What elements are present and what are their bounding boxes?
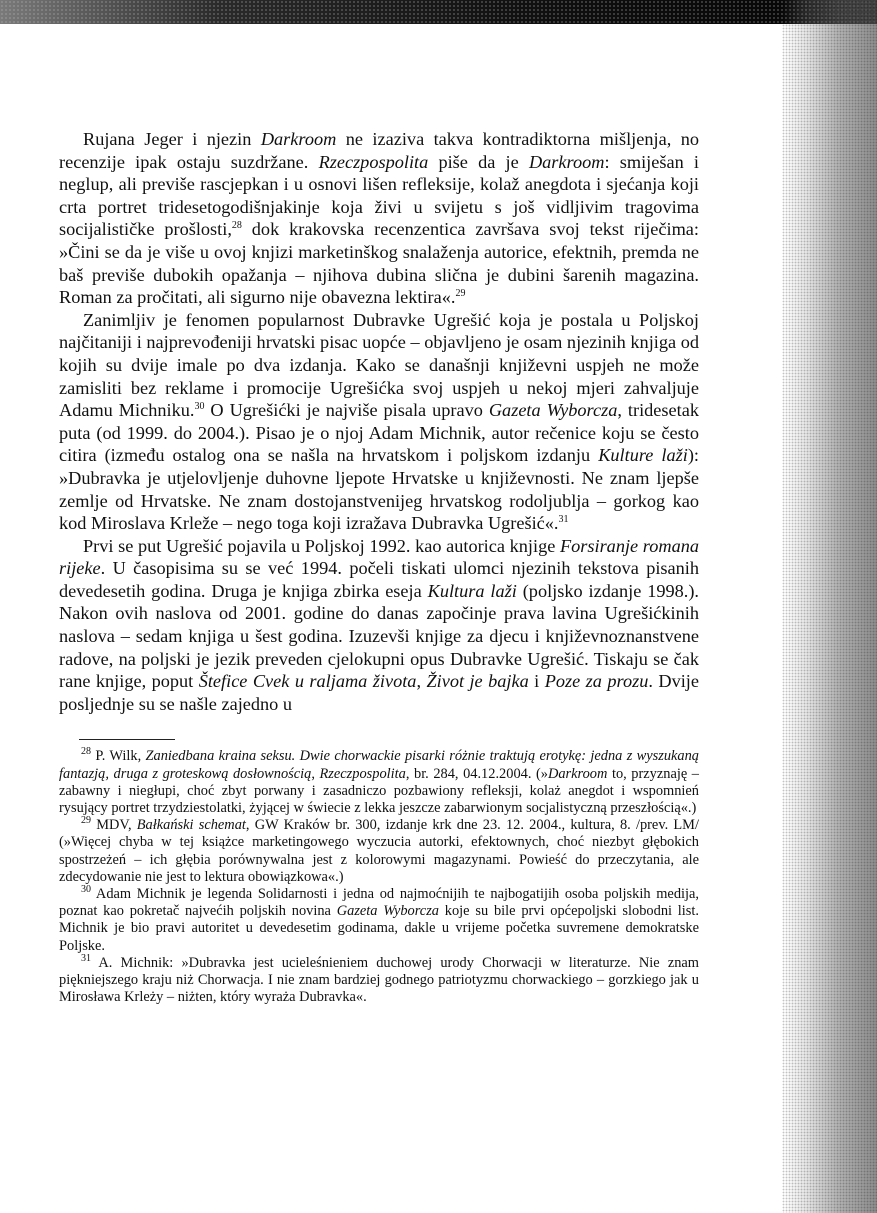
footnote-ref: 31: [81, 953, 91, 965]
footnote-ref: 28: [81, 746, 91, 758]
italic-run: Zaniedbana kraina seksu. Dwie chorwackie pisarki różnie traktują erotykę: jedna z wyszukaną fantazją, druga z groteskową dosłownością: [59, 748, 699, 782]
italic-run: Darkroom: [528, 151, 605, 172]
footnote-31: [59, 955, 699, 1007]
text-run: dok krakovska recenzentica završava svoj tekst riječima: »Čini se da je više u ovoj knjizi marketinškog snalaženja autorice, efektnih, premda ne baš previše dubokih opažanja – njihova dubina slična je dubini šarenih magazina. Roman za pročitati, ali sigurno nije obavezna lektira«.: [59, 219, 699, 308]
italic-run: Darkroom: [260, 129, 337, 149]
paragraph: [59, 128, 699, 309]
text-run: Zanimljiv je fenomen popularnost Dubravke Ugrešić koja je postala u Poljskoj najčitaniji i najprevođeniji hrvatski pisac uopće – objavljeno je osam njezinih knjiga od kojih su dvije imale po dva izdanja. Kako se današnji književni uspjeh ne može zamisliti bez reklame i promocije Ugrešićka svoj uspjeh u nekoj mjeri zahvaljuje Adamu Michniku.: [59, 309, 699, 421]
text-run: piše da je: [428, 151, 529, 172]
italic-run: Rzeczpospolita: [319, 765, 406, 782]
paragraph: [59, 309, 699, 535]
italic-run: Gazeta Wyborcza: [488, 400, 618, 421]
italic-run: Štefice Cvek u raljama života: [198, 671, 417, 692]
text-run: : smiješan i neglup, ali previše rascjepkan i u osnovi lišen refleksije, kolaž anegdota i sjećanja koji crta portret tridesetogodišnjakinje koja živi u svijetu s još vidljivim tragovima socijalističke prošlosti,: [59, 151, 699, 240]
italic-run: Kultura laži: [427, 580, 517, 601]
text-run: , br. 284, 04.12.2004. (»: [405, 765, 548, 782]
italic-run: Gazeta Wyborcza: [336, 903, 439, 920]
italic-run: Rzeczpospolita: [318, 151, 429, 172]
scan-edge-top: [0, 0, 877, 24]
text-run: . Dvije posljednje su se našle zajedno u: [59, 671, 699, 714]
italic-run: Bałkański schemat: [136, 817, 246, 834]
italic-run: Život je bajka: [426, 671, 529, 692]
italic-run: Poze za prozu: [544, 671, 649, 692]
footnote-ref: 31: [558, 514, 569, 525]
footnote-29: [59, 817, 699, 886]
footnote-ref: 29: [455, 288, 466, 300]
italic-run: Darkroom: [547, 765, 608, 782]
italic-run: Forsiranje romana rijeke: [59, 535, 699, 579]
text-run: ): »Dubravka je utjelovljenje duhovne ljepote Hrvatske u književnosti. Ne znam ljepše zemlje od Hrvatske. Ne znam dostojanstvenijeg hrvatskog rodoljublja – gorkog kao kod Miroslava Krleže – nego toga koji izražava Dubravka Ugrešić«.: [59, 445, 700, 534]
scan-edge-right: [782, 0, 877, 1213]
text-run: koje su bile prvi općepoljski slobodni list. Michnik je bio pravi autoritet u devedesetim godinama, dakle u vrijeme početka suvremene demokratske Poljske.: [59, 903, 699, 954]
book-page: [59, 128, 699, 1006]
footnote-30: [59, 886, 699, 955]
italic-run: Kulture laži: [598, 445, 688, 466]
text-run: (poljsko izdanje 1998.). Nakon ovih naslova od 2001. godine do danas započinje prava lavina Ugrešićkinih naslova – sedam knjiga u šest godina. Izuzevši knjige za djecu i književnoznanstvene radove, na poljski je jezik preveden cjelokupni opus Dubravke Ugrešić. Tiskaju se čak rane knjige, poput: [59, 580, 699, 692]
text-run: Rujana Jeger i njezin: [83, 129, 261, 149]
footnotes: [59, 748, 699, 1006]
text-run: P. Wilk,: [91, 748, 146, 765]
text-run: A. Michnik: »Dubravka jest ucieleśnieniem duchowej urody Chorwacji w literaturze. Nie znam piękniejszego kraju niż Chorwacja. I nie znam bardziej godnego patriotyzmu chorwackiego – gorzkiego jak u Mirosława Krleży – niżten, który wyraża Dubravka«.: [59, 954, 699, 1006]
text-run: O Ugrešićki je najviše pisala upravo: [204, 400, 489, 421]
footnote-divider: [79, 739, 175, 740]
text-run: MDV,: [91, 817, 137, 834]
text-run: i: [528, 671, 545, 692]
text-run: to, przyznaję – zabawny i niegłupi, choć zbyt porwany i zasadniczo pozbawiony refleksji, kolaż anegdot i wspomnień rysujący portret trzydziestolatki, żyjącej w świecie z lekka jeszcze zabarwionym socjalistyczną przeszłością«.): [59, 765, 699, 817]
footnote-ref: 28: [231, 220, 242, 232]
footnote-ref: 30: [194, 401, 205, 413]
text-run: , tridesetak puta (od 1999. do 2004.). Pisao je o njoj Adam Michnik, autor rečenice koju se često citira (između ostalog ona se našla na hrvatskom i poljskom izdanju: [59, 400, 699, 466]
text-run: ,: [311, 765, 320, 782]
text-run: Adam Michnik je legenda Solidarnosti i jedna od najmoćnijih te najbogatijih osoba poljskih medija, poznat kao pokretač najvećih poljskih novina: [59, 886, 699, 920]
footnote-ref: 30: [81, 884, 91, 896]
text-run: ,: [416, 671, 427, 692]
body-text: [59, 128, 699, 715]
text-run: ne izaziva takva kontradiktorna mišljenja, no recenzije ipak ostaju suzdržane.: [59, 129, 699, 172]
paragraph: [59, 535, 699, 716]
footnote-ref: 29: [81, 815, 91, 827]
text-run: Prvi se put Ugrešić pojavila u Poljskoj 1992. kao autorica knjige: [83, 535, 560, 556]
footnote-28: [59, 748, 699, 817]
text-run: , GW Kraków br. 300, izdanje krk dne 23. 12. 2004., kultura, 8. /prev. LM/ (»Więcej chyba w tej książce marketingowego wyczucia autorki, efektownych, choć niezbyt głębokich spostrzeżeń – ich głębia porównywalna jest z kolorowymi magazynami. Powieść do przeczytania, ale zdecydowanie nie jest to lektura obowiązkowa«.): [59, 817, 699, 885]
text-run: . U časopisima su se već 1994. počeli tiskati ulomci njezinih tekstova pisanih devedesetih godina. Druga je knjiga zbirka eseja: [59, 558, 699, 601]
